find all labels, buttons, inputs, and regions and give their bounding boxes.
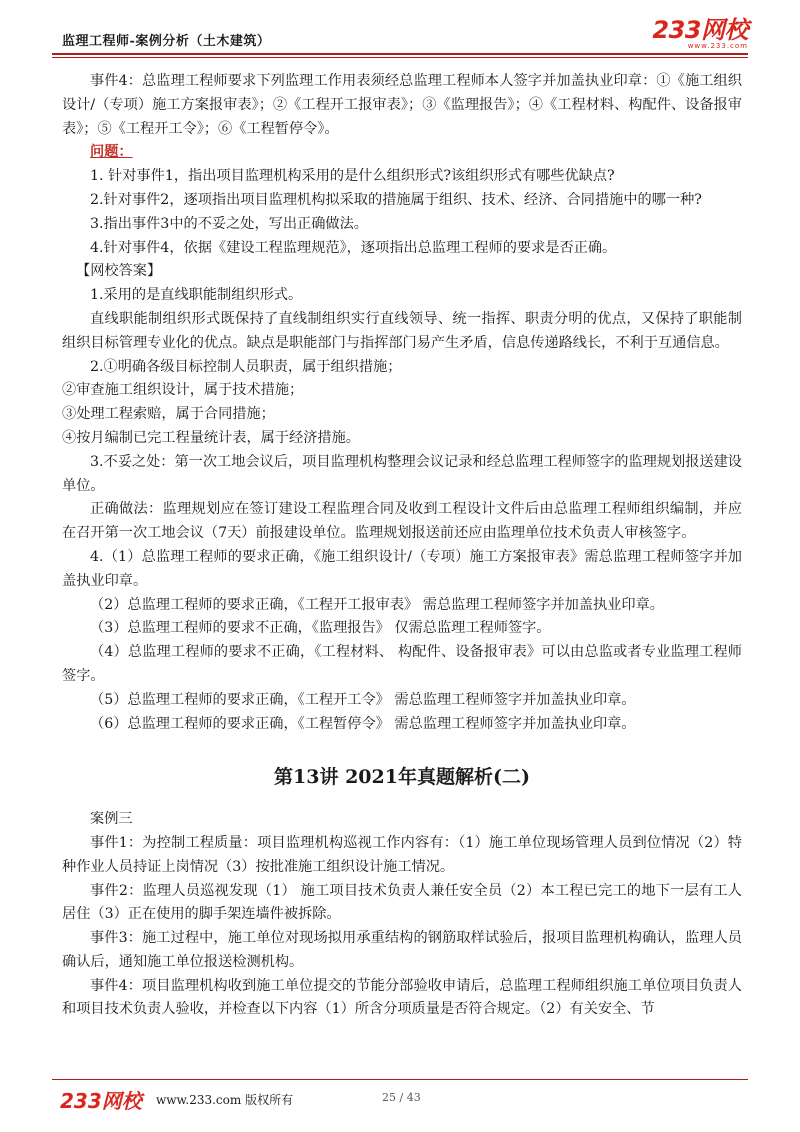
case-label: 案例三: [90, 811, 133, 828]
section-title: 第13讲 2021年真题解析(二): [274, 766, 530, 789]
page-content: [62, 70, 742, 1022]
page-footer: [52, 1085, 748, 1115]
question-item: 3.指出事件3中的不妥之处，写出正确做法。: [90, 215, 368, 232]
answer-2-item: 2.①明确各级目标控制人员职责，属于组织措施；: [90, 358, 402, 375]
logo-text: 233网校: [652, 16, 748, 44]
answer-4-item: （5）总监理工程师的要求正确，《工程开工令》 需总监理工程师签字并加盖执业印章。: [90, 691, 636, 708]
footer-logo: 233网校: [60, 1089, 142, 1113]
question-item: 1. 针对事件1，指出项目监理机构采用的是什么组织形式?该组织形式有哪些优缺点?: [90, 168, 615, 185]
header-divider-thin: [52, 57, 748, 58]
answer-label: 【网校答案】: [76, 263, 162, 280]
answer-4-item: （6）总监理工程师的要求正确，《工程暂停令》 需总监理工程师签字并加盖执业印章。: [90, 715, 636, 732]
brand-logo: [652, 18, 748, 50]
case-event: 事件4：项目监理机构收到施工单位提交的节能分部验收申请后，总监理工程师组织施工单位项目负责人和项目技术负责人验收，并检查以下内容（1）所含分项质量是否符合规定。（2）有关安全、节: [62, 977, 742, 1018]
answer-4-item: （4）总监理工程师的要求不正确，《工程材料、 构配件、设备报审表》可以由总监或者专业监理工程师签字。: [62, 644, 742, 684]
case-event: 事件2：监理人员巡视发现（1） 施工项目技术负责人兼任安全员（2）本工程已完工的地下一层有工人居住（3）正在使用的脚手架连墙件被拆除。: [62, 882, 742, 923]
answer-2-item: ②审查施工组织设计，属于技术措施；: [62, 382, 304, 399]
answer-3: 3.不妥之处：第一次工地会议后，项目监理机构整理会议记录和经总监理工程师签字的监理规划报送建设单位。: [62, 453, 742, 494]
question-item: 4.针对事件4，依据《建设工程监理规范》，逐项指出总监理工程师的要求是否正确。: [90, 239, 617, 256]
answer-2-item: ③处理工程索赔，属于合同措施；: [62, 406, 275, 423]
answer-2-item: ④按月编制已完工程量统计表，属于经济措施。: [62, 429, 360, 446]
document-title: 监理工程师-案例分析（土木建筑）: [62, 34, 271, 49]
answer-4-item: 4.（1）总监理工程师的要求正确，《施工组织设计/（专项）施工方案报审表》需总监理工程师签字并加盖执业印章。: [62, 548, 742, 589]
page-number: 25 / 43: [382, 1091, 421, 1104]
footer-copyright: www.233.com 版权所有: [156, 1093, 294, 1107]
question-item: 2.针对事件2，逐项指出项目监理机构拟采取的措施属于组织、技术、经济、合同措施中的哪一种?: [90, 191, 702, 208]
event4-paragraph: 事件4：总监理工程师要求下列监理工作用表须经总监理工程师本人签字并加盖执业印章：①《施工组织设计/（专项）施工方案报审表》；②《工程开工报审表》；③《监理报告》；④《工程材料、构配件、设备报审表》；⑤《工程开工令》；⑥《工程暂停令》。: [62, 73, 742, 137]
footer-divider: [52, 1079, 748, 1080]
answer-3-correction: 正确做法：监理规划应在签订建设工程监理合同及收到工程设计文件后由总监理工程师组织编制，并应在召开第一次工地会议（7天）前报建设单位。监理规划报送前还应由监理单位技术负责人审核签字。: [62, 501, 742, 542]
page-header: [52, 18, 748, 52]
answer-4-item: （3）总监理工程师的要求不正确，《监理报告》 仅需总监理工程师签字。: [90, 620, 551, 637]
answer-1: 1.采用的是直线职能制组织形式。: [90, 287, 303, 304]
header-divider: [52, 53, 748, 55]
logo-url: www.233.com: [687, 42, 748, 50]
case-event: 事件1：为控制工程质量：项目监理机构巡视工作内容有：（1）施工单位现场管理人员到位情况（2）特种作业人员持证上岗情况（3）按批准施工组织设计施工情况。: [62, 834, 742, 875]
questions-label: 问题：: [90, 144, 133, 161]
answer-4-item: （2）总监理工程师的要求正确，《工程开工报审表》 需总监理工程师签字并加盖执业印章。: [90, 596, 664, 613]
answer-1-detail: 直线职能制组织形式既保持了直线制组织实行直线领导、统一指挥、职责分明的优点，又保持了职能制组织目标管理专业化的优点。缺点是职能部门与指挥部门易产生矛盾，信息传递路线长，不利于互通信息。: [62, 310, 742, 351]
case-event: 事件3：施工过程中，施工单位对现场拟用承重结构的钢筋取样试验后，报项目监理机构确认，监理人员确认后，通知施工单位报送检测机构。: [62, 930, 742, 970]
